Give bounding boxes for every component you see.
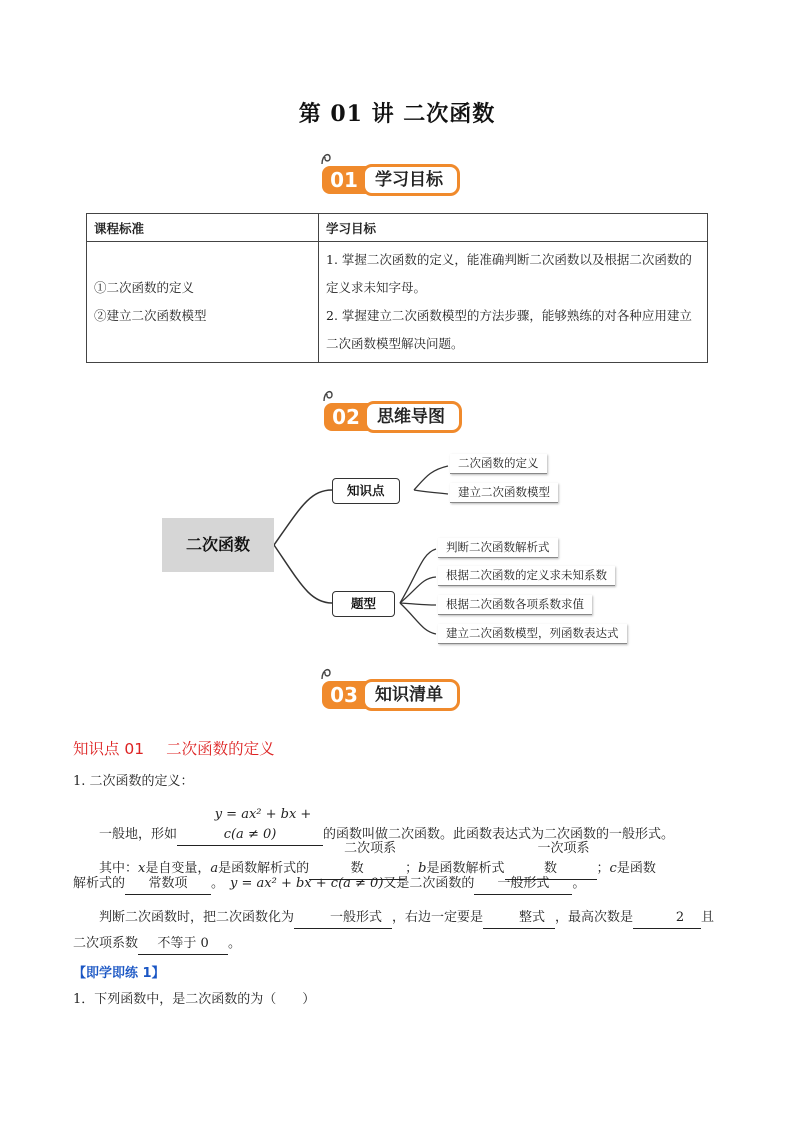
text: 判断二次函数时，把二次函数化为 (99, 910, 295, 925)
answer-blank: 一般形式 (474, 874, 572, 895)
text: 是函数解析式 (426, 861, 505, 876)
var: c (609, 861, 617, 876)
text: 又是二次函数的 (383, 876, 475, 891)
standards-cell (87, 242, 319, 363)
var: x (138, 861, 146, 876)
page-title: 第 01 讲 二次函数 (298, 101, 496, 127)
badge-number: 01 (322, 166, 366, 194)
answer-blank: 一次项系数 (505, 839, 597, 880)
badge-number: 02 (324, 403, 368, 431)
text: 二次项系数 (73, 936, 139, 951)
mind-map-branch: 知识点 (332, 478, 400, 504)
formula-blank: y = ax² + bx + c(a ≠ 0) (177, 805, 323, 846)
exercise-heading: 【即学即练 1】 (73, 966, 165, 981)
section-badge-03 (322, 677, 472, 711)
mind-map-leaf: 二次函数的定义 (450, 454, 547, 474)
answer-blank: 常数项 (125, 874, 211, 895)
mind-map (160, 448, 640, 648)
judgement-paragraph (73, 908, 733, 929)
knowledge-point-heading (73, 737, 297, 759)
text: 是自变量， (145, 861, 211, 876)
badge-number: 03 (322, 681, 366, 709)
text: 的函数叫做二次函数。此函数表达式为二次函数的一般形式。 (323, 827, 675, 842)
standard-item: ①二次函数的定义 (94, 280, 195, 295)
text: 其中： (99, 861, 139, 876)
mind-map-branch: 题型 (332, 591, 395, 617)
text: 一般地，形如 (99, 827, 178, 842)
mind-map-leaf: 判断二次函数解析式 (438, 538, 558, 558)
text: ，最高次数是 (555, 910, 634, 925)
text: 且 (701, 910, 715, 925)
text: 解析式的 (73, 876, 126, 891)
section-badge-01 (322, 162, 472, 196)
objective-item: 2. 掌握建立二次函数模型的方法步骤，能够熟练的对各种应用建立二次函数模型解决问题。 (326, 308, 692, 351)
badge-label: 思维导图 (364, 401, 462, 433)
standard-item: ②建立二次函数模型 (94, 308, 207, 323)
text: 是函数解析式的 (218, 861, 310, 876)
mind-map-leaf: 建立二次函数模型，列函数表达式 (438, 624, 627, 644)
formula: y = ax² + bx + c(a ≠ 0) (230, 876, 384, 891)
mind-map-leaf: 根据二次函数各项系数求值 (438, 595, 592, 615)
objective-item: 1. 掌握二次函数的定义，能准确判断二次函数以及根据二次函数的定义求未知字母。 (326, 252, 692, 295)
text: ，右边一定要是 (392, 910, 484, 925)
exercise-question: 1．下列函数中，是二次函数的为（ ） (73, 992, 316, 1007)
knowledge-point-label: 知识点 01 (73, 740, 145, 758)
text: 。 (572, 876, 586, 891)
answer-blank: 2 (633, 908, 701, 929)
definition-item: 1. 二次函数的定义： (73, 774, 194, 789)
text: 是函数 (616, 861, 656, 876)
answer-blank: 一般形式 (294, 908, 392, 929)
text: ； (596, 861, 610, 876)
mind-map-leaf: 根据二次函数的定义求未知系数 (438, 566, 615, 586)
answer-blank: 整式 (483, 908, 555, 929)
badge-label: 学习目标 (362, 164, 460, 196)
var: b (418, 861, 427, 876)
objectives-cell (319, 242, 708, 363)
swirl-icon (318, 665, 334, 681)
answer-blank: 不等于 0 (138, 934, 228, 955)
text: 。 (211, 876, 225, 891)
goals-table (86, 213, 708, 363)
text: ； (405, 861, 419, 876)
swirl-icon (318, 150, 334, 166)
answer-blank: 二次项系数 (309, 839, 405, 880)
badge-label: 知识清单 (362, 679, 460, 711)
mind-map-root: 二次函数 (162, 518, 274, 572)
terms-paragraph-cont (73, 874, 733, 895)
text: 。 (228, 936, 242, 951)
table-header-standard: 课程标准 (87, 214, 319, 242)
table-header-objective: 学习目标 (319, 214, 708, 242)
var: a (210, 861, 219, 876)
swirl-icon (320, 387, 336, 403)
mind-map-leaf: 建立二次函数模型 (450, 483, 558, 503)
judgement-paragraph-cont (73, 934, 733, 955)
section-badge-02 (324, 399, 474, 433)
knowledge-point-name: 二次函数的定义 (166, 740, 275, 758)
